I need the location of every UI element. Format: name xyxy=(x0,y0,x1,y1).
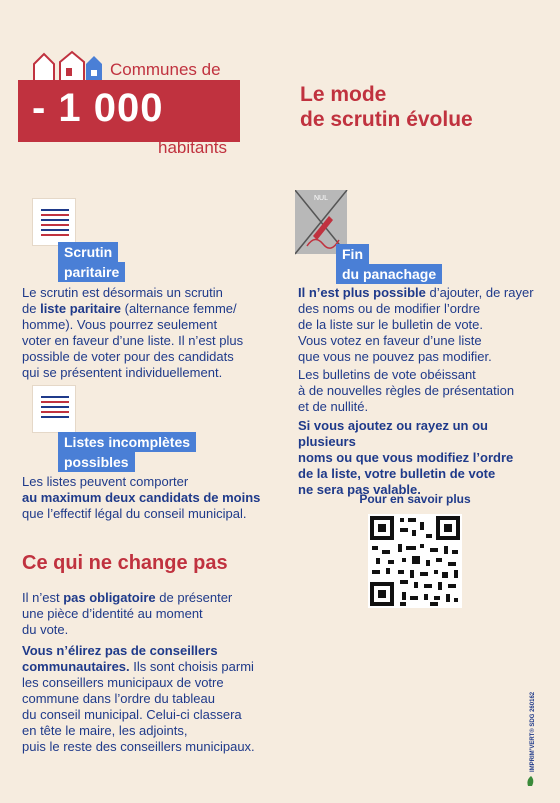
label-line-2: du panachage xyxy=(336,264,442,284)
scrutin-paritaire-label xyxy=(58,242,125,282)
title-line-2: de scrutin évolue xyxy=(300,108,473,131)
listes-incompletes-text: Les listes peuvent comporter au maximum deux candidats de moins que l’effectif légal du conseil municipal. xyxy=(22,474,261,521)
fin-panachage-label xyxy=(336,244,442,284)
qr-code[interactable] xyxy=(368,514,462,608)
imprint-text: IMPRIM’VERT® SDG 260162 xyxy=(530,691,536,772)
imprint-mark xyxy=(524,690,538,790)
communes-de-label: Communes de xyxy=(110,60,221,79)
label-line-1: Listes incomplètes xyxy=(58,432,196,452)
ballot-list-icon xyxy=(32,385,76,433)
panachage-warning: Si vous ajoutez ou rayez un ou plusieurs noms ou que vous modifiez l’ordre de la liste, votre bulletin de vote ne sera pas valable. xyxy=(298,418,514,497)
unchanged-text-2: Vous n’élirez pas de conseillers communautaires. Ils sont choisis parmi les conseillers municipaux de votre commune dans l’ordre du tableau du conseil municipal. Celui-ci classera en tête le maire, les adjoints, puis le reste des conseillers municipaux. xyxy=(22,643,255,754)
label-line-2: possibles xyxy=(58,452,135,472)
leaf-icon xyxy=(527,776,533,786)
ballot-list-icon xyxy=(32,198,76,246)
label-line-1: Scrutin xyxy=(58,242,118,262)
population-threshold: - 1 000 xyxy=(32,86,164,130)
label-line-1: Fin xyxy=(336,244,369,264)
label-line-2: paritaire xyxy=(58,262,125,282)
unchanged-text-1: Il n’est pas obligatoire de présenter une pièce d’identité au moment du vote. xyxy=(22,590,233,637)
title-line-1: Le mode xyxy=(300,83,387,106)
section-title-unchanged: Ce qui ne change pas xyxy=(22,552,228,574)
nul-text: NUL xyxy=(313,195,329,202)
habitants-label: habitants xyxy=(158,138,227,157)
panachage-text-1: Il n’est plus possible d’ajouter, de rayer des noms ou de modifier l’ordre de la liste sur le bulletin de vote. Vous votez en faveur d’une liste que vous ne pouvez pas modifier. xyxy=(298,285,534,364)
houses-icon xyxy=(30,50,106,84)
panachage-text-2: Les bulletins de vote obéissant à de nouvelles règles de présentation et de nullité. xyxy=(298,367,515,414)
page-title xyxy=(300,82,540,132)
more-info-label: Pour en savoir plus xyxy=(359,492,471,506)
listes-incompletes-label xyxy=(58,432,196,472)
scrutin-paritaire-text: Le scrutin est désormais un scrutin de liste paritaire (alternance femme/ homme). Vous pourrez seulement voter en faveur d’une liste. Il n’est plus possible de voter pour des candidats qui se présentent individuellement. xyxy=(22,285,244,380)
